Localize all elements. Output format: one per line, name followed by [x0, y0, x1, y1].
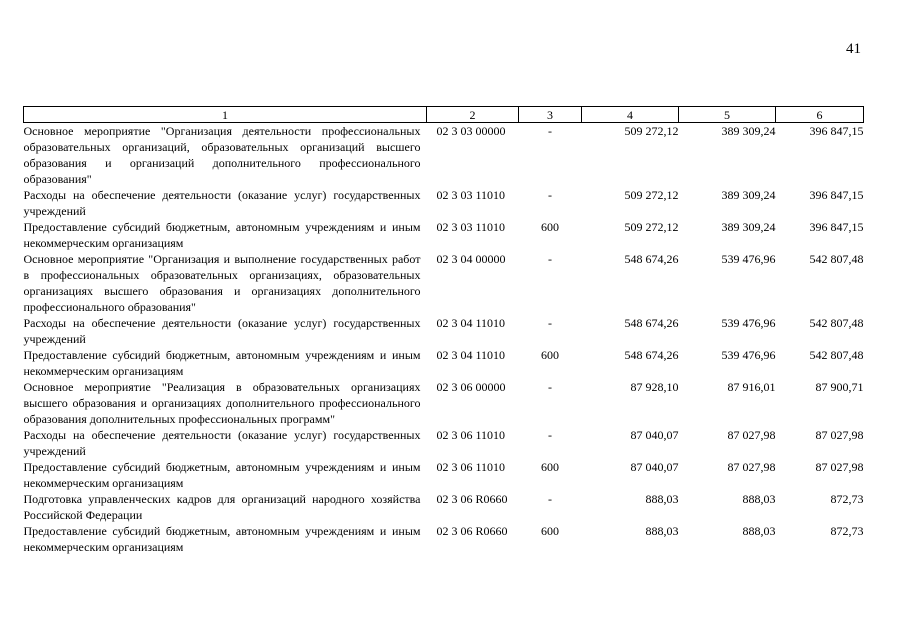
row-description: Основное мероприятие "Организация деятельности профессиональных образовательных организаций, образовательных организаций высшего образования и организаций дополнительного профессионального образования" — [23, 124, 421, 186]
table-row — [24, 523, 864, 555]
row-code: 02 3 03 11010 — [436, 188, 506, 202]
row-value-col4: 509 272,12 — [624, 124, 679, 138]
row-description: Предоставление субсидий бюджетным, автономным учреждениям и иным некоммерческим организациям — [23, 220, 421, 250]
row-description: Предоставление субсидий бюджетным, автономным учреждениям и иным некоммерческим организациям — [23, 460, 421, 490]
row-value-col6: 396 847,15 — [809, 124, 864, 138]
column-header-6: 6 — [776, 107, 864, 123]
row-value-col4: 888,03 — [645, 492, 679, 506]
row-value-col5: 888,03 — [742, 524, 776, 538]
row-description: Расходы на обеспечение деятельности (оказание услуг) государственных учреждений — [23, 428, 421, 458]
row-value-col4: 509 272,12 — [624, 188, 679, 202]
row-value-col5: 87 027,98 — [727, 460, 776, 474]
row-code: 02 3 06 11010 — [436, 460, 506, 474]
row-value-col4: 548 674,26 — [624, 348, 679, 362]
table-row — [24, 347, 864, 379]
row-expense-type: - — [548, 492, 552, 506]
row-description: Расходы на обеспечение деятельности (оказание услуг) государственных учреждений — [23, 316, 421, 346]
row-description: Основное мероприятие "Организация и выполнение государственных работ в профессиональных образовательных организациях, образовательных организациях высшего образования и организациях дополнительного профессионального образования" — [23, 252, 421, 314]
row-value-col4: 548 674,26 — [624, 252, 679, 266]
row-value-col6: 542 807,48 — [809, 316, 864, 330]
column-header-1: 1 — [24, 107, 427, 123]
row-value-col5: 539 476,96 — [721, 252, 776, 266]
row-value-col6: 872,73 — [830, 492, 864, 506]
row-expense-type: - — [548, 316, 552, 330]
page-number: 41 — [846, 41, 861, 57]
row-expense-type: - — [548, 428, 552, 442]
row-expense-type: 600 — [541, 524, 559, 538]
row-value-col5: 539 476,96 — [721, 348, 776, 362]
row-code: 02 3 03 00000 — [436, 124, 506, 138]
row-value-col5: 389 309,24 — [721, 124, 776, 138]
row-value-col4: 548 674,26 — [624, 316, 679, 330]
row-description: Подготовка управленческих кадров для организаций народного хозяйства Российской Федерации — [23, 492, 421, 522]
column-header-2: 2 — [427, 107, 519, 123]
row-code: 02 3 04 00000 — [436, 252, 506, 266]
row-value-col6: 542 807,48 — [809, 348, 864, 362]
row-description: Предоставление субсидий бюджетным, автономным учреждениям и иным некоммерческим организациям — [23, 348, 421, 378]
table-row — [24, 379, 864, 427]
row-description: Расходы на обеспечение деятельности (оказание услуг) государственных учреждений — [23, 188, 421, 218]
row-value-col6: 872,73 — [830, 524, 864, 538]
column-header-3: 3 — [519, 107, 582, 123]
column-header-5: 5 — [679, 107, 776, 123]
row-expense-type: - — [548, 252, 552, 266]
row-code: 02 3 06 R0660 — [436, 492, 508, 506]
row-value-col6: 87 027,98 — [815, 460, 864, 474]
row-value-col6: 396 847,15 — [809, 188, 864, 202]
row-value-col4: 888,03 — [645, 524, 679, 538]
table-row — [24, 491, 864, 523]
row-code: 02 3 03 11010 — [436, 220, 506, 234]
row-code: 02 3 06 11010 — [436, 428, 506, 442]
table-row — [24, 315, 864, 347]
row-value-col6: 396 847,15 — [809, 220, 864, 234]
table-row — [24, 187, 864, 219]
row-expense-type: 600 — [541, 220, 559, 234]
column-header-4: 4 — [582, 107, 679, 123]
row-code: 02 3 04 11010 — [436, 348, 506, 362]
row-expense-type: - — [548, 124, 552, 138]
row-code: 02 3 06 R0660 — [436, 524, 508, 538]
row-code: 02 3 04 11010 — [436, 316, 506, 330]
row-value-col5: 888,03 — [742, 492, 776, 506]
row-value-col6: 87 900,71 — [815, 380, 864, 394]
table-row — [24, 459, 864, 491]
row-value-col4: 87 040,07 — [630, 428, 679, 442]
row-description: Основное мероприятие "Реализация в образовательных организациях высшего образования и организациях дополнительного профессионального образования дополнительных профессиональных программ" — [23, 380, 421, 426]
row-value-col5: 539 476,96 — [721, 316, 776, 330]
table-row — [24, 123, 864, 188]
row-value-col5: 389 309,24 — [721, 220, 776, 234]
table-row — [24, 427, 864, 459]
row-expense-type: 600 — [541, 460, 559, 474]
row-value-col4: 87 928,10 — [630, 380, 679, 394]
row-value-col5: 389 309,24 — [721, 188, 776, 202]
row-value-col6: 87 027,98 — [815, 428, 864, 442]
table-header-row — [24, 107, 864, 123]
table-row — [24, 251, 864, 315]
row-value-col4: 87 040,07 — [630, 460, 679, 474]
row-value-col6: 542 807,48 — [809, 252, 864, 266]
table-row — [24, 219, 864, 251]
row-value-col5: 87 027,98 — [727, 428, 776, 442]
row-code: 02 3 06 00000 — [436, 380, 506, 394]
row-value-col5: 87 916,01 — [727, 380, 776, 394]
budget-table — [23, 106, 864, 555]
row-expense-type: - — [548, 188, 552, 202]
row-description: Предоставление субсидий бюджетным, автономным учреждениям и иным некоммерческим организациям — [23, 524, 421, 554]
row-value-col4: 509 272,12 — [624, 220, 679, 234]
row-expense-type: - — [548, 380, 552, 394]
row-expense-type: 600 — [541, 348, 559, 362]
